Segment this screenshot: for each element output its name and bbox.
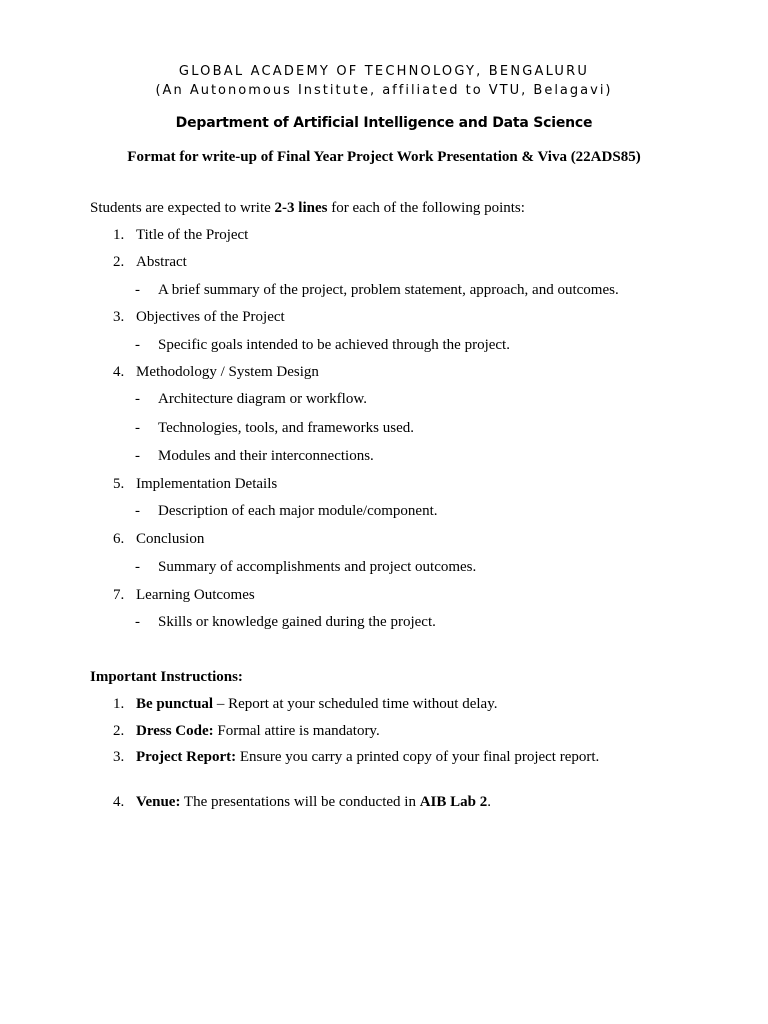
- instruction-text: The presentations will be conducted in: [180, 794, 420, 810]
- instruction-label: Dress Code:: [136, 723, 214, 739]
- point-subitem: Skills or knowledge gained during the project.: [158, 614, 436, 630]
- dash-bullet: -: [135, 420, 140, 436]
- intro-before: Students are expected to write: [90, 200, 275, 216]
- point-subitem: Modules and their interconnections.: [158, 448, 374, 464]
- instruction-text: Ensure you carry a printed copy of your final project report.: [236, 749, 600, 765]
- instruction-text-end: .: [487, 794, 491, 810]
- instruction-number: 4.: [113, 794, 125, 810]
- dash-bullet: -: [135, 391, 140, 407]
- instruction-number: 3.: [113, 749, 125, 765]
- instruction-label: Project Report:: [136, 749, 237, 765]
- instruction-label: Venue:: [136, 794, 181, 810]
- instruction-item: [136, 695, 498, 713]
- instruction-text: Formal attire is mandatory.: [213, 723, 380, 739]
- instruction-number: 1.: [113, 696, 125, 712]
- dash-bullet: -: [135, 282, 140, 298]
- point-number: 7.: [113, 587, 125, 603]
- point-title: Title of the Project: [136, 227, 249, 243]
- dash-bullet: -: [135, 337, 140, 353]
- department-name: Department of Artificial Intelligence and Data Science: [175, 115, 593, 131]
- point-title: Conclusion: [136, 531, 205, 547]
- instruction-item: [136, 722, 380, 740]
- point-subitem: Technologies, tools, and frameworks used.: [158, 420, 414, 436]
- point-subitem: Summary of accomplishments and project outcomes.: [158, 559, 477, 575]
- instruction-text: – Report at your scheduled time without delay.: [213, 696, 498, 712]
- instruction-item: [136, 748, 599, 766]
- dash-bullet: -: [135, 614, 140, 630]
- institution-name: GLOBAL ACADEMY OF TECHNOLOGY, BENGALURU: [178, 64, 590, 79]
- point-title: Methodology / System Design: [136, 364, 319, 380]
- point-number: 6.: [113, 531, 125, 547]
- point-number: 1.: [113, 227, 125, 243]
- point-title: Abstract: [136, 254, 187, 270]
- point-subitem: Specific goals intended to be achieved through the project.: [158, 337, 510, 353]
- intro-bold: 2-3 lines: [274, 200, 328, 216]
- instruction-number: 2.: [113, 723, 125, 739]
- point-title: Learning Outcomes: [136, 587, 255, 603]
- venue-name: AIB Lab 2: [419, 794, 488, 810]
- instruction-label: Be punctual: [136, 696, 214, 712]
- point-subitem: A brief summary of the project, problem statement, approach, and outcomes.: [158, 282, 619, 298]
- point-number: 4.: [113, 364, 125, 380]
- point-number: 5.: [113, 476, 125, 492]
- instructions-heading: Important Instructions:: [90, 669, 243, 685]
- dash-bullet: -: [135, 448, 140, 464]
- point-title: Implementation Details: [136, 476, 278, 492]
- format-title: Format for write-up of Final Year Project Work Presentation & Viva (22ADS85): [127, 149, 641, 165]
- dash-bullet: -: [135, 559, 140, 575]
- point-number: 3.: [113, 309, 125, 325]
- point-subitem: Description of each major module/component.: [158, 503, 438, 519]
- point-title: Objectives of the Project: [136, 309, 285, 325]
- point-number: 2.: [113, 254, 125, 270]
- instruction-item: [136, 793, 491, 811]
- intro-after: for each of the following points:: [327, 200, 525, 216]
- dash-bullet: -: [135, 503, 140, 519]
- intro-text: [90, 199, 525, 217]
- point-subitem: Architecture diagram or workflow.: [158, 391, 367, 407]
- institution-subtitle: (An Autonomous Institute, affiliated to VTU, Belagavi): [155, 83, 613, 98]
